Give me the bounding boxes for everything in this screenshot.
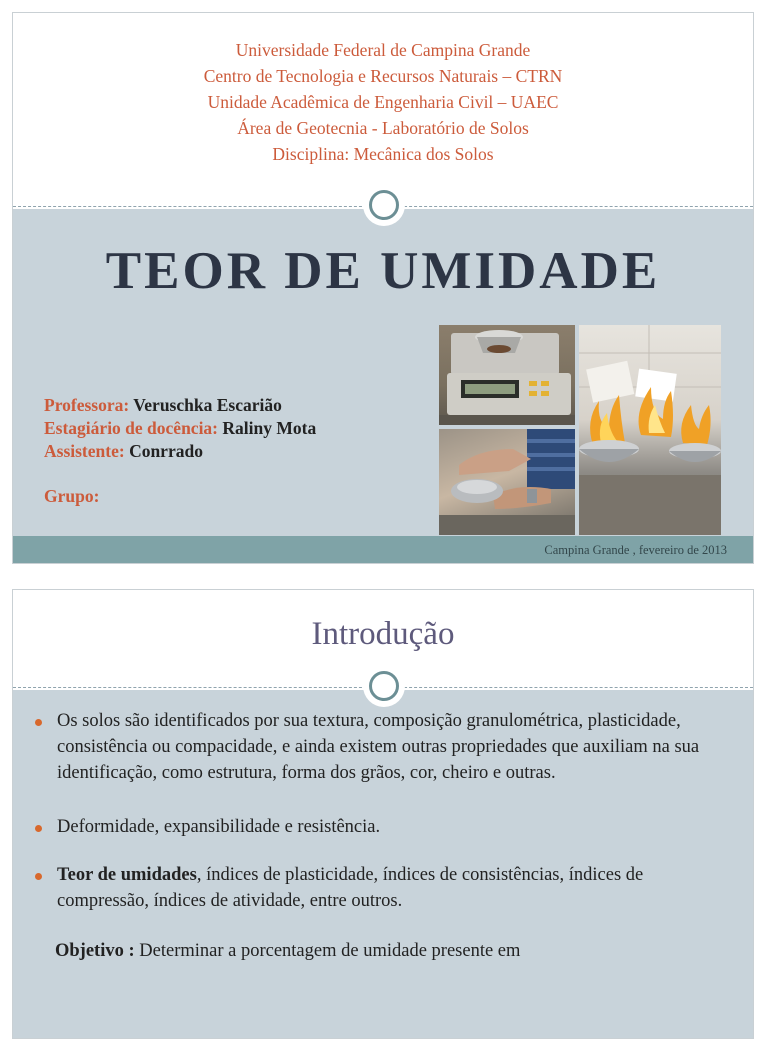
credit-professor	[44, 394, 316, 417]
sample-handling-photo	[439, 429, 575, 535]
institution-line: Universidade Federal de Campina Grande	[235, 40, 531, 60]
institution-line: Unidade Acadêmica de Engenharia Civil – UAEC	[207, 92, 559, 112]
intro-slide	[12, 589, 754, 1039]
flame-drying-photo	[579, 325, 721, 535]
presentation-title: TEOR DE UMIDADE	[105, 242, 661, 300]
credit-assistant	[44, 440, 316, 463]
list-item	[35, 862, 735, 914]
institution-block	[13, 37, 753, 167]
list-item	[35, 708, 735, 786]
credit-label: Assistente:	[44, 441, 125, 461]
bullet-text: Os solos são identificados por sua textura, composição granulométrica, plasticidade, consistência ou compacidade, e ainda existem outras propriedades que auxiliam na sua identificação, como estrutura, forma dos grãos, cor, cheiro e outras.	[57, 711, 700, 783]
bullet-icon	[35, 873, 42, 880]
slide-header	[13, 13, 753, 205]
objective-label: Objetivo :	[55, 941, 135, 961]
bullet-text: Deformidade, expansibilidade e resistência.	[57, 817, 381, 837]
bullet-icon	[35, 719, 42, 726]
group-label: Grupo:	[44, 486, 100, 506]
title-slide	[12, 12, 754, 564]
credit-label: Professora:	[44, 395, 130, 415]
institution-line: Centro de Tecnologia e Recursos Naturais – CTRN	[203, 66, 563, 86]
ring-ornament-icon	[363, 184, 405, 226]
credit-value: Conrrado	[124, 441, 203, 461]
scale-photo	[439, 325, 575, 425]
objective-line	[35, 938, 735, 964]
bullet-text: , índices de plasticidade, índices de consistências, índices de compressão, índices de atividade, entre outros.	[57, 865, 644, 911]
bullet-bold-text: Teor de umidades	[57, 865, 197, 885]
credit-value: Raliny Mota	[218, 418, 317, 438]
ring-ornament-icon	[363, 665, 405, 707]
list-item	[35, 814, 735, 840]
credit-intern	[44, 417, 316, 440]
footer-bar	[13, 536, 753, 564]
bullet-list	[35, 708, 735, 964]
bullet-icon	[35, 825, 42, 832]
objective-text: Determinar a porcentagem de umidade presente em	[134, 941, 521, 961]
slide-title: Introdução	[311, 616, 455, 652]
footer-location-date: Campina Grande , fevereiro de 2013	[544, 543, 727, 557]
institution-line: Área de Geotecnia - Laboratório de Solos	[237, 118, 529, 138]
institution-line: Disciplina: Mecânica dos Solos	[272, 144, 494, 164]
credits-block	[44, 394, 316, 508]
credit-value: Veruschka Escarião	[129, 395, 282, 415]
photo-collage	[439, 325, 721, 535]
credit-label: Estagiário de docência:	[44, 418, 219, 438]
